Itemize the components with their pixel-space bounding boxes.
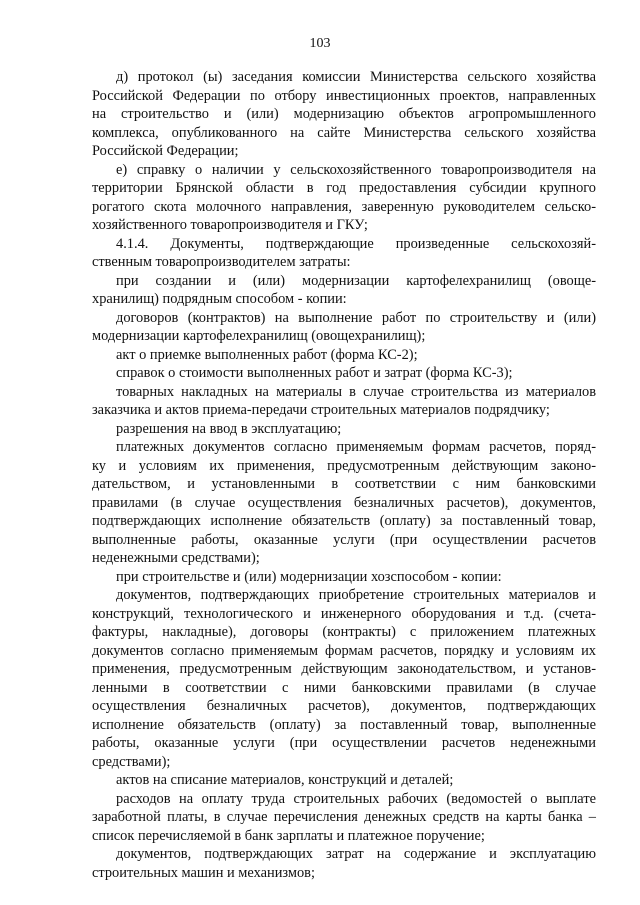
text-line: расходов на оплату труда строительных рабочих (ведомостей о выплате bbox=[116, 790, 596, 807]
text-line: комплекса, опубликованного на сайте Министерства сельского хозяйства bbox=[92, 124, 596, 141]
text-line: акт о приемке выполненных работ (форма КС-2); bbox=[116, 346, 418, 363]
text-line: осуществления безналичных расчетов), документов, подтверждающих bbox=[92, 698, 596, 714]
text-line: при строительстве и (или) модернизации хозспособом - копии: bbox=[116, 568, 502, 585]
text-line: выполненные работы, оказанные услуги (при осуществлении расчетов bbox=[92, 531, 596, 548]
text-line: модернизации картофелехранилищ (овощехранилищ); bbox=[92, 328, 426, 344]
text-line: правилами (в случае осуществления безналичных расчетов), документов, bbox=[92, 494, 596, 511]
text-line: документов, подтверждающих затрат на содержание и эксплуатацию bbox=[116, 846, 596, 862]
text-line: справок о стоимости выполненных работ и затрат (форма КС-3); bbox=[116, 365, 513, 381]
text-line: актов на списание материалов, конструкций и деталей; bbox=[116, 772, 454, 788]
text-line: ственным товаропроизводителем затраты: bbox=[92, 254, 351, 270]
text-line: документов согласно применяемым формам расчетов, порядку и условиям их bbox=[92, 642, 596, 659]
page-number: 103 bbox=[309, 36, 331, 51]
text-line: работы, оказанные услуги (при осуществлении расчетов неденежными bbox=[92, 735, 596, 751]
text-line: исполнение обязательств (оплату) за поставленный товар, выполненные bbox=[92, 716, 596, 733]
text-line: применения, предусмотренным действующим законодательством, и установ- bbox=[92, 661, 596, 677]
text-line: фактуры, накладные), договоры (контракты) с приложением платежных bbox=[92, 624, 596, 640]
text-line: платежных документов согласно применяемым формам расчетов, поряд- bbox=[116, 439, 596, 455]
text-line: дательством, и установленными в соответствии с ним банковскими bbox=[92, 476, 596, 492]
text-line: ленными в соответствии с ними банковскими правилами (в случае bbox=[92, 679, 596, 696]
text-line: товарных накладных на материалы в случае строительства из материалов bbox=[116, 383, 596, 400]
text-line: разрешения на ввод в эксплуатацию; bbox=[116, 420, 342, 437]
text-line: территории Брянской области в год предоставления субсидии крупного bbox=[92, 180, 596, 196]
text-line: заказчика и актов приема-передачи строительных материалов подрядчику; bbox=[92, 402, 550, 418]
text-line: 4.1.4. Документы, подтверждающие произведенные сельскохозяй- bbox=[116, 235, 596, 252]
text-line: рогатого скота молочного направления, заверенную руководителем сельско- bbox=[92, 198, 596, 215]
text-line: документов, подтверждающих приобретение строительных материалов и bbox=[116, 587, 596, 603]
text-line: строительных машин и механизмов; bbox=[92, 864, 315, 881]
text-line: хранилищ) подрядным способом - копии: bbox=[92, 291, 347, 307]
text-line: д) протокол (ы) заседания комиссии Министерства сельского хозяйства bbox=[116, 69, 596, 85]
text-line: средствами); bbox=[92, 753, 171, 770]
text-line: конструкций, технологического и инженерного оборудования и т.д. (счета- bbox=[92, 605, 596, 622]
text-line: е) справку о наличии у сельскохозяйственного товаропроизводителя на bbox=[116, 161, 596, 178]
text-line: на строительство и (или) модернизацию объектов агропромышленного bbox=[92, 106, 596, 122]
text-line: неденежными средствами); bbox=[92, 550, 260, 566]
text-line: заработной платы, в случае перечисления денежных средств на карты банка – bbox=[92, 809, 596, 825]
text-line: хозяйственного товаропроизводителя и ГКУ; bbox=[92, 217, 368, 233]
text-line: договоров (контрактов) на выполнение работ по строительству и (или) bbox=[116, 309, 596, 326]
text-line: подтверждающих исполнение обязательств (оплату) за поставленный товар, bbox=[92, 513, 596, 529]
text-line: ку и условиям их применения, предусмотренным действующим законо- bbox=[92, 457, 596, 474]
text-line: Российской Федерации; bbox=[92, 143, 239, 159]
text-line: Российской Федерации по отбору инвестиционных проектов, направленных bbox=[92, 87, 596, 104]
document-body bbox=[92, 68, 596, 882]
text-line: список перечисляемой в банк зарплаты и платежное поручение; bbox=[92, 827, 485, 844]
text-line: при создании и (или) модернизации картофелехранилищ (овоще- bbox=[116, 272, 596, 289]
